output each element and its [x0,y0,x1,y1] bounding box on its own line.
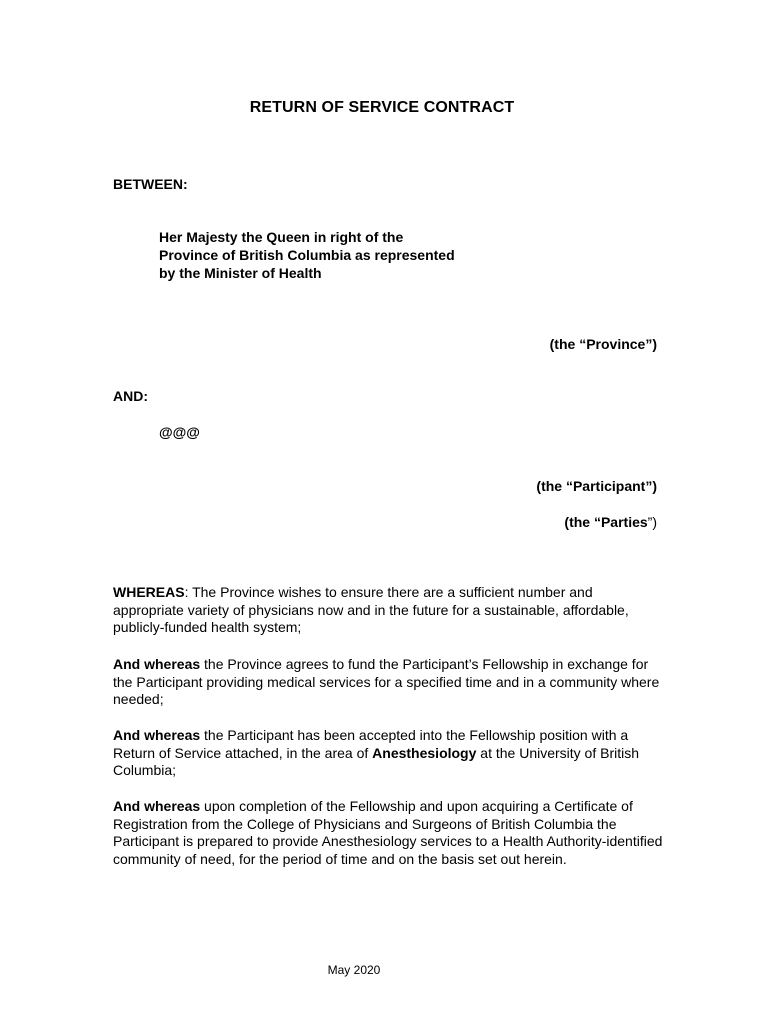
recital-paragraph [113,584,663,637]
document-title: RETURN OF SERVICE CONTRACT [249,99,515,116]
participant-placeholder: @@@ [159,424,200,440]
province-party-block [159,228,455,282]
between-label: BETWEEN: [113,176,188,192]
province-party-line: Province of British Columbia as represented [159,247,455,263]
recital-paragraph [113,798,663,868]
recital-text: the Participant has been accepted into the Fellowship position with a Return of Service attached, in the area of [113,727,629,761]
and-label: AND: [113,388,148,404]
participant-defined-term: (the “Participant”) [536,478,657,494]
parties-defined-term [564,514,657,530]
parties-defined-bold: (the “Parties [564,514,648,530]
recital-text: the Province agrees to fund the Participant’s Fellowship in exchange for the Participant providing medical services for a specified time and in a community where needed; [113,656,660,707]
province-defined-term: (the “Province”) [549,336,657,352]
recital-lead: And whereas [113,727,201,743]
page-footer-date: May 2020 [327,963,381,977]
province-party-line: Her Majesty the Queen in right of the [159,229,404,245]
parties-defined-rest: ”) [647,514,657,530]
recital-paragraph [113,656,663,709]
recital-specialty: Anesthesiology [372,744,477,761]
recital-lead: WHEREAS [113,584,185,600]
recital-text: upon completion of the Fellowship and upon acquiring a Certificate of Registration from the College of Physicians and Surgeons of British Columbia the Participant is prepared to provide Anesthesiology services to a Health Authority-identified community of need, for the period of time and on the basis set out herein. [113,798,663,867]
recital-lead: And whereas [113,656,201,672]
province-party-line: by the Minister of Health [159,265,322,281]
recital-text: : The Province wishes to ensure there are a sufficient number and appropriate variety of physicians now and in the future for a sustainable, affordable, publicly-funded health system; [113,584,629,635]
recital-lead: And whereas [113,798,201,814]
recital-paragraph [113,727,663,780]
recital-text: at the University of British Columbia; [113,744,640,778]
